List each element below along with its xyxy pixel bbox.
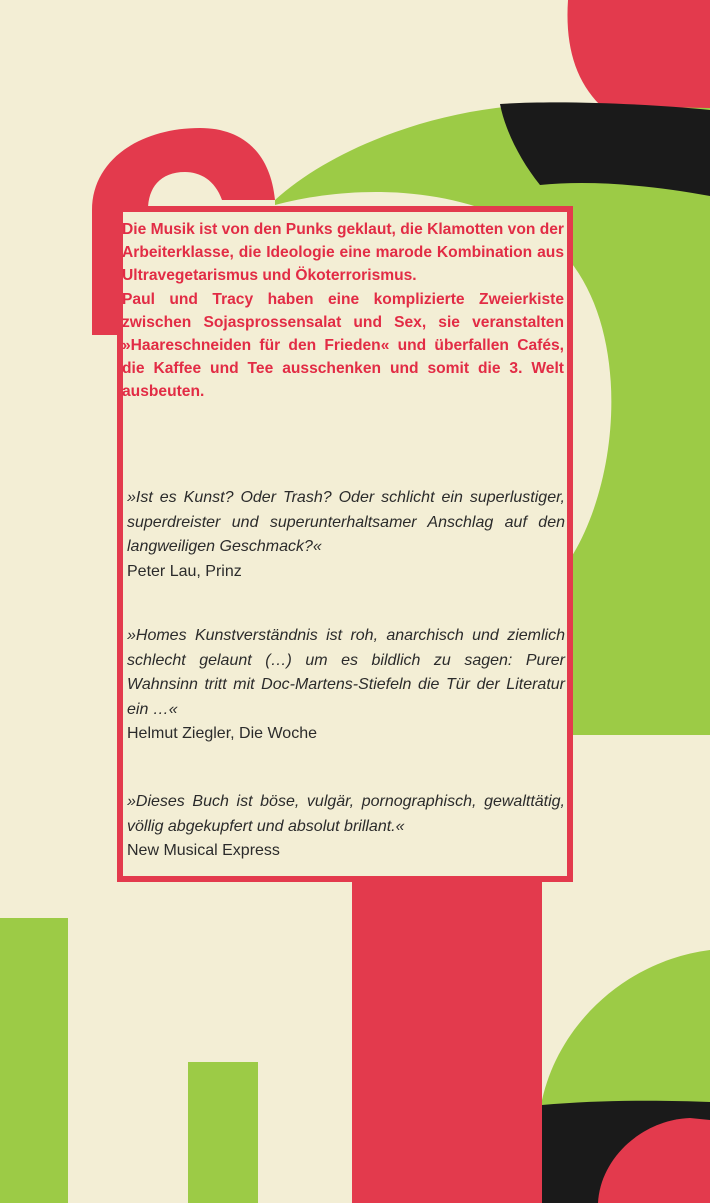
blurb-paragraph-2: Paul und Tracy haben eine komplizierte Zweierkiste zwischen Sojasprossensalat und Sex, sie veranstalten »Haareschneiden für den Frieden« und überfallen Cafés, die Kaffee und Tee ausschenken und somit die 3. Welt ausbeuten. <box>122 290 564 401</box>
green-bar-small <box>188 1062 258 1203</box>
quote-source: New Musical Express <box>127 842 280 859</box>
green-bar-left <box>0 918 68 1203</box>
review-quote-2 <box>127 624 565 747</box>
quote-source: Helmut Ziegler, Die Woche <box>127 725 317 742</box>
green-band-right <box>560 590 710 735</box>
blurb-text <box>122 218 564 404</box>
quote-source: Peter Lau, Prinz <box>127 562 242 580</box>
blurb-paragraph-1: Die Musik ist von den Punks geklaut, die Klamotten von der Arbeiterklasse, die Ideologie eine marode Kombination aus Ultravegetarismus und Ökoterrorismus. <box>122 221 564 285</box>
red-hook-shape <box>478 0 710 120</box>
review-quote-1 <box>127 486 565 584</box>
quote-text: »Dieses Buch ist böse, vulgär, pornographisch, gewalttätig, völlig abgekupfert und absolut brillant.« <box>127 793 565 835</box>
review-quote-3 <box>127 790 565 864</box>
quote-text: »Homes Kunstverständnis ist roh, anarchisch und ziemlich schlecht gelaunt (…) um es bildlich zu sagen: Purer Wahnsinn tritt mit Doc-Martens-Stiefeln die Tür der Literatur ein …« <box>127 627 565 718</box>
quote-text: »Ist es Kunst? Oder Trash? Oder schlicht ein superlustiger, superdreister und superunterhaltsamer Anschlag auf den langweiligen Geschmack?« <box>127 489 565 555</box>
red-pillar-shape <box>352 870 542 1203</box>
